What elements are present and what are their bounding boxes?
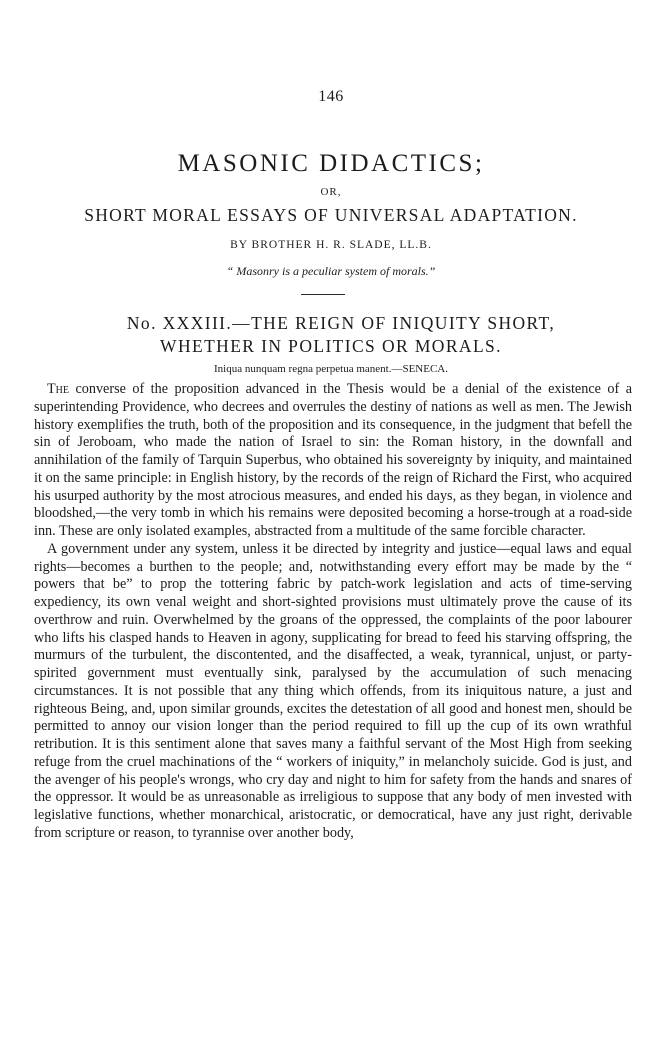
paragraph: A government under any system, unless it be directed by integrity and justice—equal laws and equal rights—becomes a burthen to the people; and, notwithstanding every effort may be made by the “ powers that be” to prop the tottering fabric by patch-work legislation and acts of time-serving expediency, its own venal weight and short-sighted provisions must ultimately prove the cause of its overthrow and ruin. Overwhelmed by the groans of the oppressed, the complaints of the poor labourer who lifts his clasped hands to Heaven in agony, supplicating for bread to feed his starving offspring, the murmurs of the turbulent, the discontented, and the disaffected, a weak, tyrannical, unjust, or party-spirited government must eventually sink, paralysed by the accumulation of such menacing circumstances. It is not possible that any thing which offends, from its iniquitous nature, a just and righteous Being, and, upon similar grounds, excites the detestation of all good and honest men, should be permitted to annoy our vision longer than the period required to fill up the cup of its own wrathful retribution. It is this sentiment alone that saves many a faithful servant of the Most High from seeking refuge from the cruel machinations of the “ workers of iniquity,” in melancholy suicide. God is just, and the avenger of his people's wrongs, who cry day and night to him for safety from the hands and snares of the oppressor. It would be as unreasonable as irreligious to suppose that any body of men invested with legislative functions, whether monarchical, aristocratic, or democratical, have any just right, derivable from scripture or reason, to tyrannise over another body, (34, 540, 632, 841)
page-title: MASONIC DIDACTICS; (177, 150, 485, 177)
essay-heading-line-2: WHETHER IN POLITICS OR MORALS. (160, 336, 502, 356)
motto-text: “ Masonry is a peculiar system of morals.” (226, 264, 436, 278)
page-subtitle: SHORT MORAL ESSAYS OF UNIVERSAL ADAPTATION. (84, 205, 578, 225)
essay-heading (0, 312, 662, 358)
essay-heading-line-1: No. XXXIII.—THE REIGN OF INIQUITY SHORT, (126, 313, 556, 333)
essay-body (34, 381, 632, 843)
motto (0, 264, 662, 279)
author-byline: BY BROTHER H. R. SLADE, LL.B. (230, 239, 432, 251)
paragraph-text: converse of the proposition advanced in the Thesis would be a denial of the existence of a superintending Providence, who decrees and overrules the destiny of nations as well as men. The Jewish history exemplifies the truth, both of the proposition and its consequence, in the judgment that befell the sin of Jeroboam, who made the nation of Israel to sin: the Roman history, in the downfall and annihilation of the family of Tarquin Superbus, who obtained his sovereignty by iniquity, and maintained it on the same principle: in English history, by the records of the reign of Richard the First, who acquired his usurped authority by the most atrocious measures, and ended his days, as they began, in violence and bloodshed,—the very tomb in which his remains were deposited becoming a horse-trough at a road-side inn. These are only isolated examples, abstracted from a multitude of the same forcible character. (34, 381, 632, 539)
paragraph (34, 381, 632, 541)
section-divider (301, 294, 345, 295)
page-number: 146 (318, 88, 344, 105)
title-conjunction: OR, (320, 186, 342, 198)
paragraph-lead-word: The (47, 381, 69, 397)
epigraph-quotation: Iniqua nunquam regna perpetua manent.—SENECA. (214, 363, 448, 375)
